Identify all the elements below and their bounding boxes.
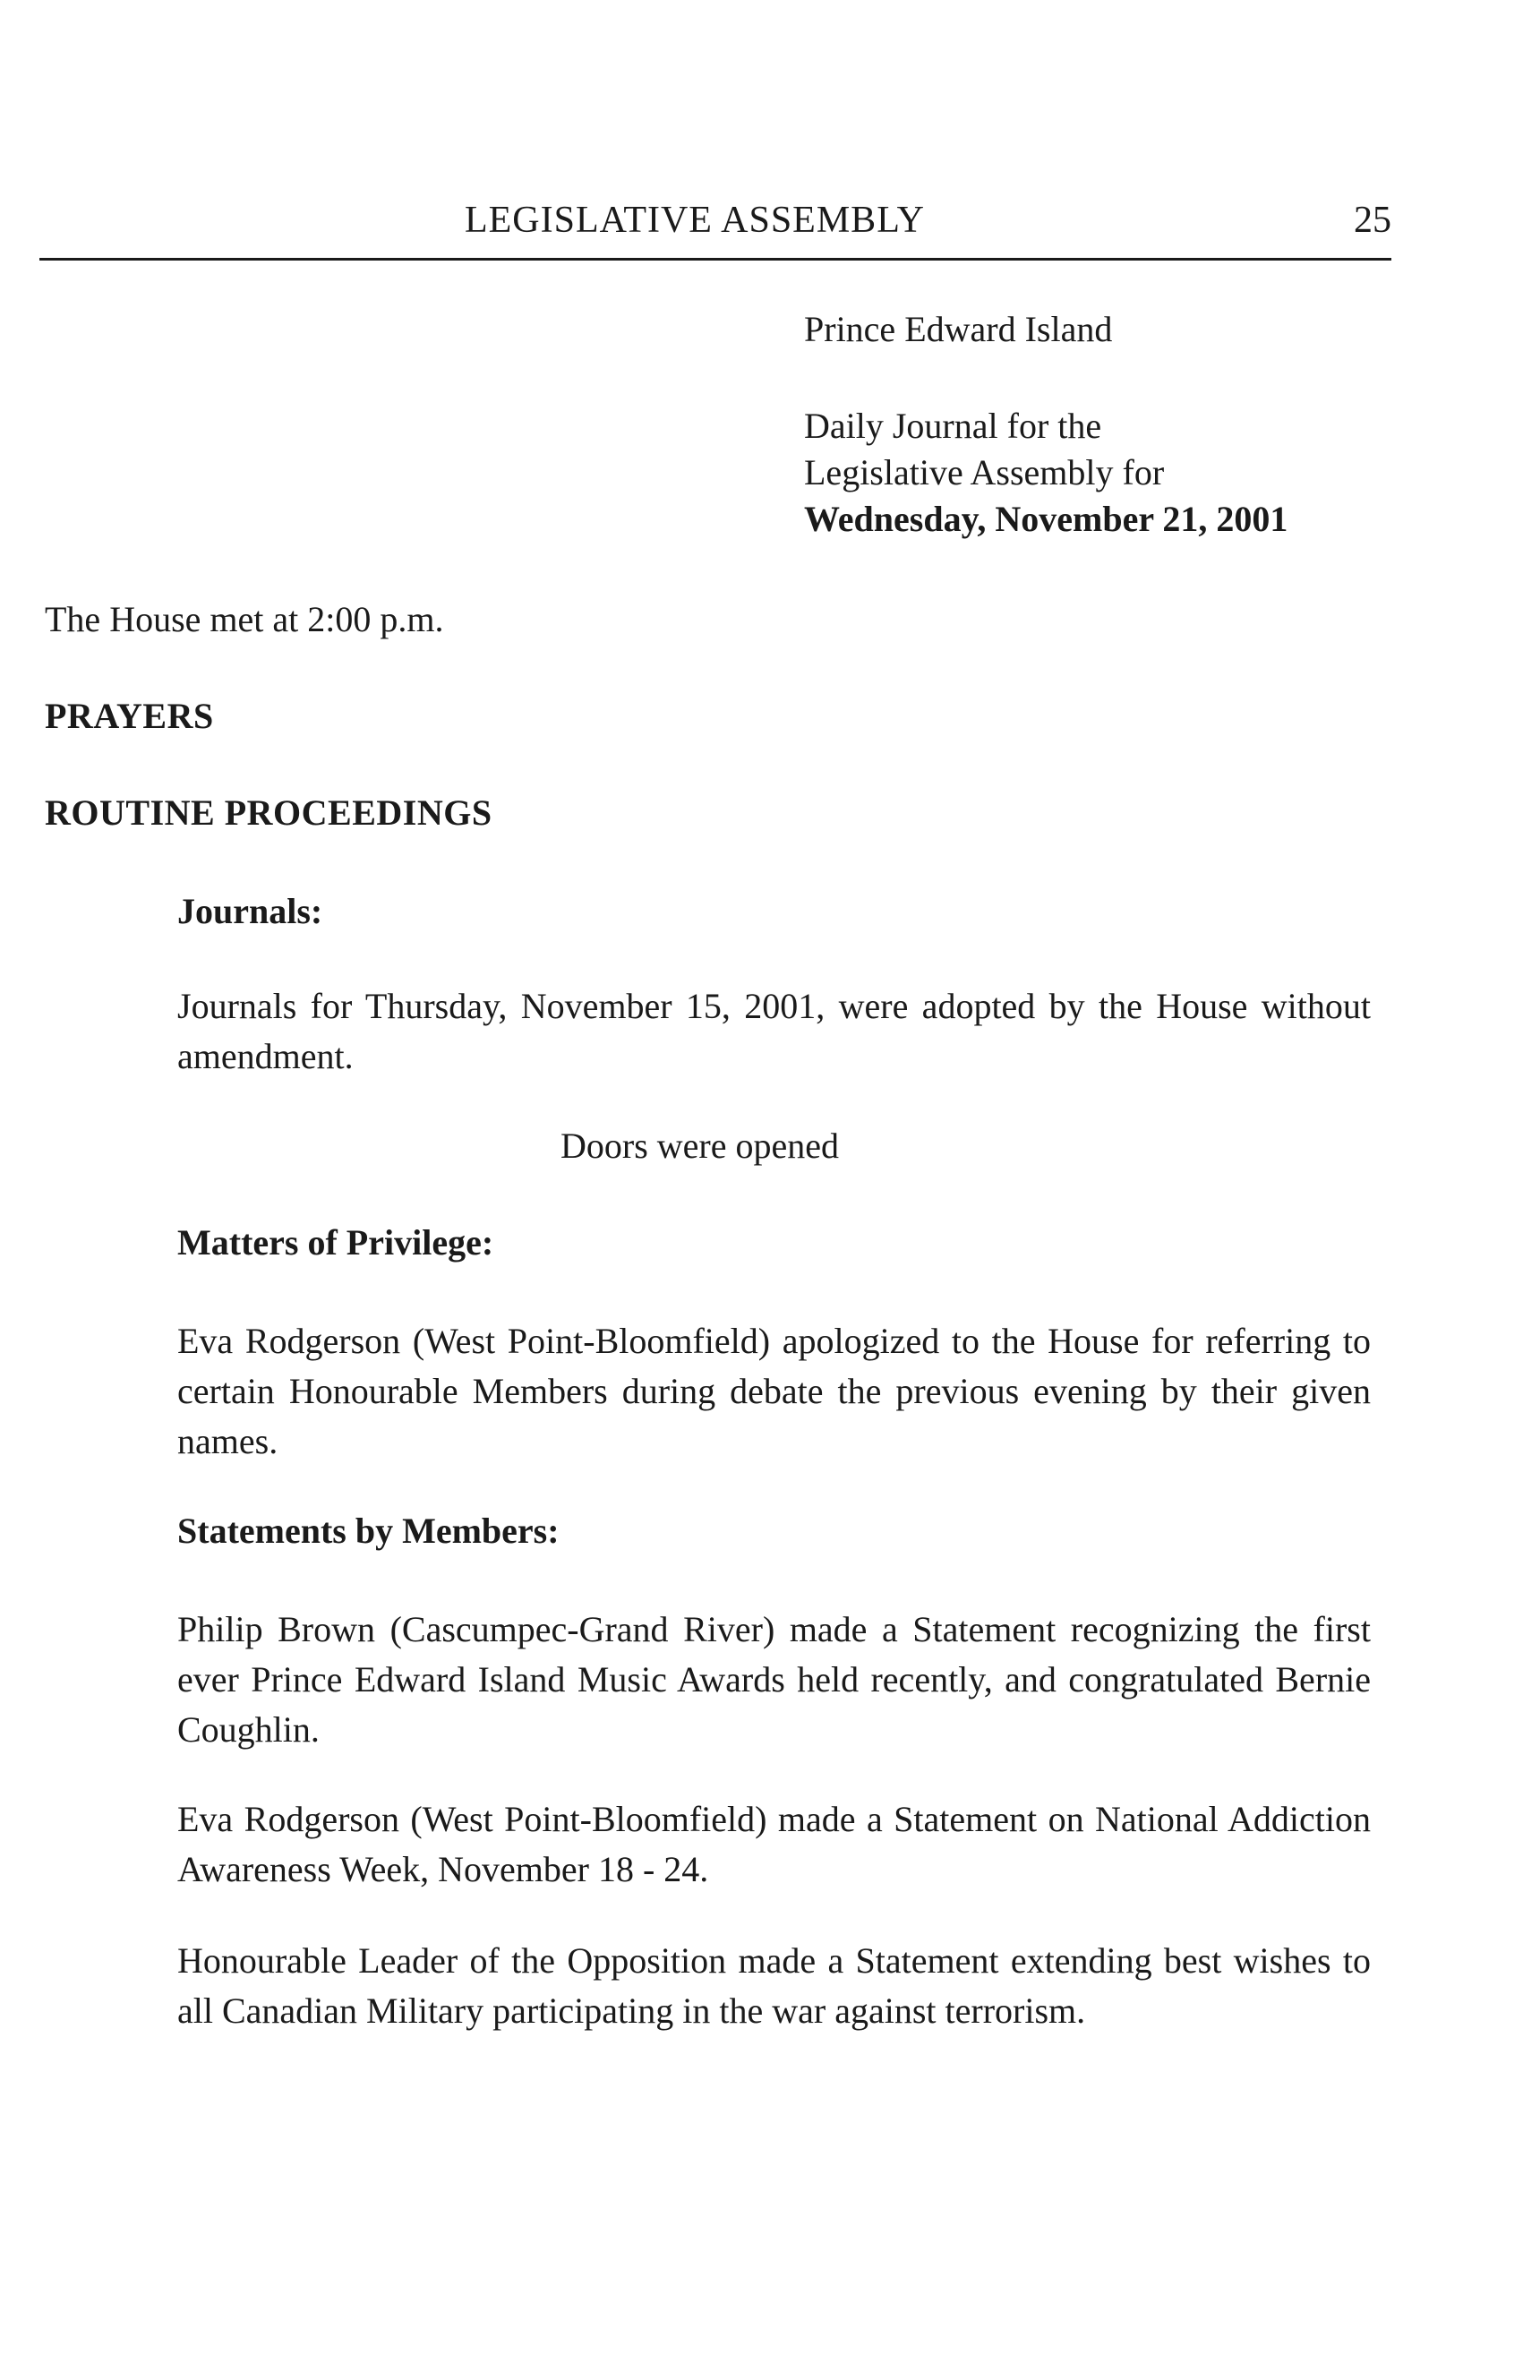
house-met-time: The House met at 2:00 p.m. [45, 599, 444, 639]
province-name: Prince Edward Island [804, 309, 1113, 349]
header-rule [39, 258, 1391, 261]
journal-title-block [804, 306, 1288, 543]
statement-paragraph-opposition-leader: Honourable Leader of the Opposition made a Statement extending best wishes to all Canadian Military participating in the war against terrorism. [177, 1940, 1371, 2031]
header-title: LEGISLATIVE ASSEMBLY [465, 200, 925, 241]
statement-paragraph-brown: Philip Brown (Cascumpec-Grand River) made a Statement recognizing the first ever Prince Edward Island Music Awards held recently, and congratulated Bernie Coughlin. [177, 1609, 1371, 1750]
statements-by-members-heading: Statements by Members: [177, 1511, 560, 1551]
journals-heading: Journals: [177, 891, 323, 931]
journals-paragraph: Journals for Thursday, November 15, 2001, were adopted by the House without amendment. [177, 986, 1371, 1076]
prayers-heading: PRAYERS [45, 696, 214, 736]
statement-paragraph-rodgerson: Eva Rodgerson (West Point-Bloomfield) made a Statement on National Addiction Awareness Week, November 18 - 24. [177, 1799, 1371, 1889]
routine-proceedings-heading: ROUTINE PROCEEDINGS [45, 792, 492, 833]
journal-title-line-2: Legislative Assembly for [804, 452, 1165, 492]
doors-opened-note: Doors were opened [560, 1126, 839, 1166]
journal-title-line-1: Daily Journal for the [804, 406, 1102, 446]
page-number: 25 [1354, 200, 1391, 241]
privilege-paragraph: Eva Rodgerson (West Point-Bloomfield) apologized to the House for referring to certain Honourable Members during debate the previous evening by their given names. [177, 1321, 1371, 1461]
matters-of-privilege-heading: Matters of Privilege: [177, 1222, 494, 1263]
sitting-date: Wednesday, November 21, 2001 [804, 499, 1288, 539]
running-header [39, 199, 1391, 267]
